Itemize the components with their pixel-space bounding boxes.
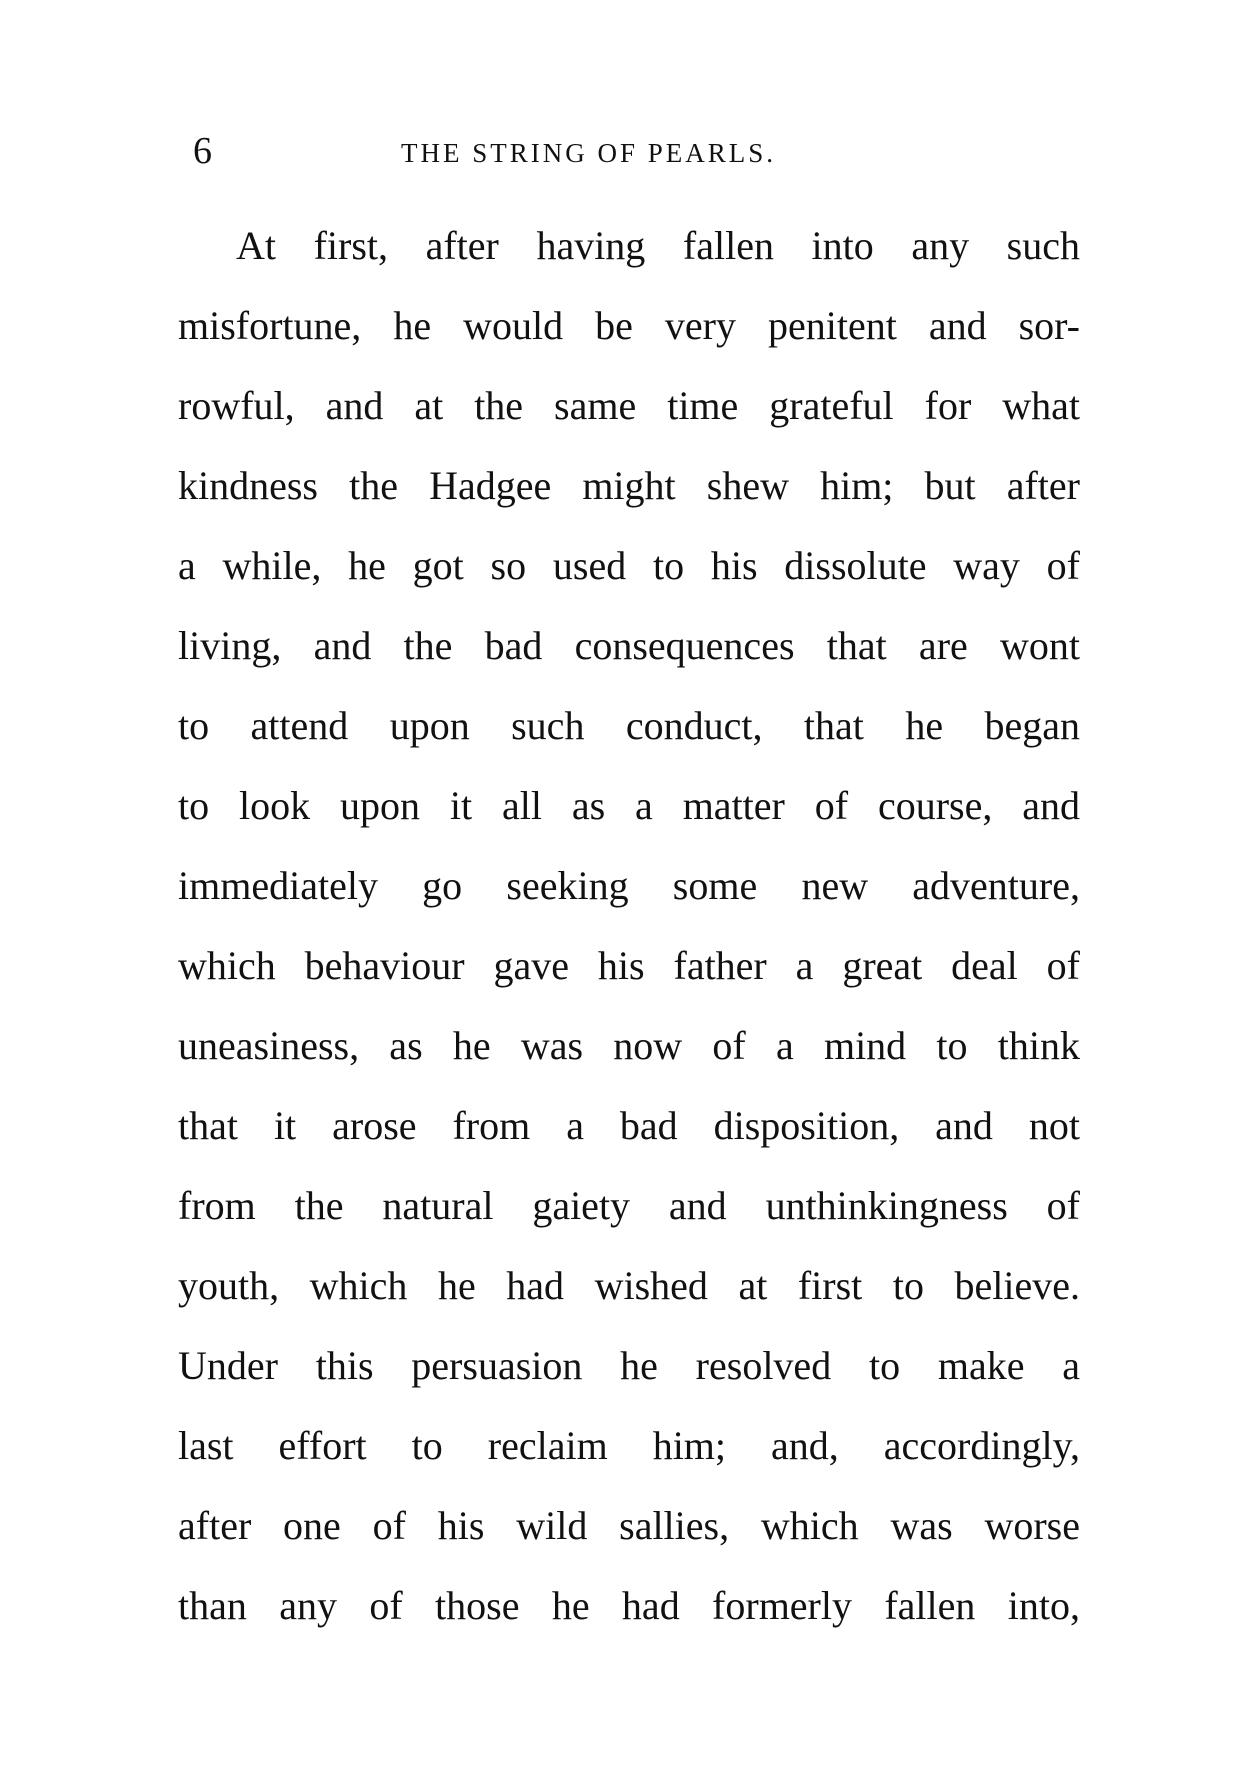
text-line: that it arose from a bad disposition, and not [178, 1103, 1080, 1148]
text-line: rowful, and at the same time grateful for what [178, 383, 1080, 428]
text-line: living, and the bad consequences that are wont [178, 623, 1080, 668]
text-line: to attend upon such conduct, that he began [178, 703, 1080, 748]
text-line: Under this persuasion he resolved to make a [178, 1343, 1080, 1388]
text-line: immediately go seeking some new adventure, [178, 863, 1080, 908]
text-line: last effort to reclaim him; and, accordingly, [178, 1423, 1080, 1468]
text-line: after one of his wild sallies, which was worse [178, 1503, 1080, 1548]
running-title: THE STRING OF PEARLS. [401, 138, 777, 168]
text-line: youth, which he had wished at first to believe. [178, 1263, 1080, 1308]
text-line: than any of those he had formerly fallen into, [178, 1583, 1080, 1628]
text-line: to look upon it all as a matter of course, and [178, 783, 1080, 828]
body-text [178, 206, 1080, 1646]
text-line: from the natural gaiety and unthinkingness of [178, 1183, 1080, 1228]
running-head [193, 126, 1083, 176]
text-line: kindness the Hadgee might shew him; but after [178, 463, 1080, 508]
text-line: a while, he got so used to his dissolute way of [178, 543, 1080, 588]
text-line: At first, after having fallen into any such [236, 223, 1080, 268]
page-number: 6 [193, 130, 212, 172]
text-line: uneasiness, as he was now of a mind to think [178, 1023, 1080, 1068]
text-line: which behaviour gave his father a great deal of [178, 943, 1080, 988]
text-line: misfortune, he would be very penitent and sor- [178, 303, 1080, 348]
